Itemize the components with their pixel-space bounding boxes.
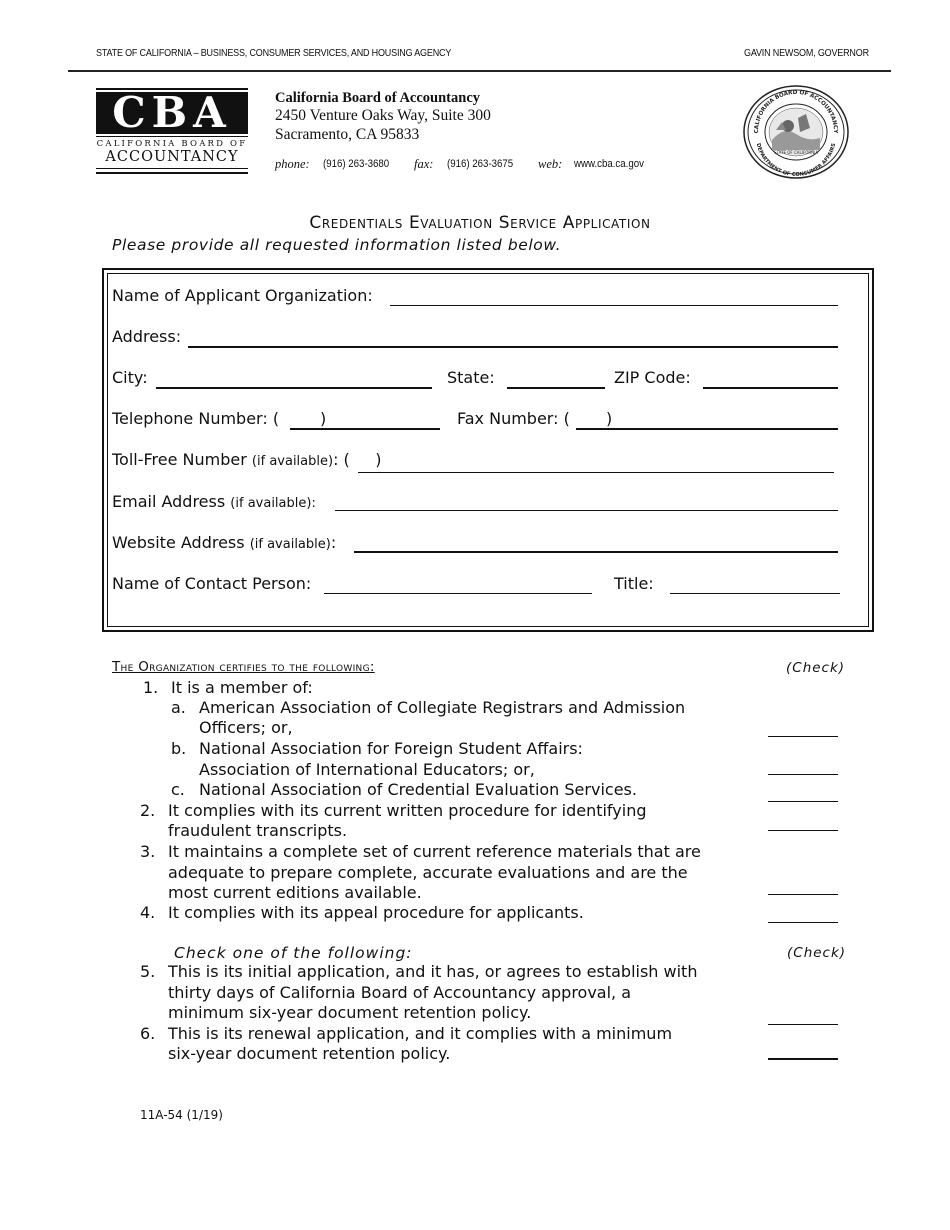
city-label: City: — [112, 368, 148, 387]
contact-person-field[interactable] — [324, 593, 592, 594]
board-name: California Board of Accountancy — [275, 90, 481, 106]
form-number: 11A-54 (1/19) — [140, 1108, 223, 1122]
choice-item-text: This is its initial application, and it has, or agrees to establish with — [168, 962, 698, 981]
agency-header: STATE OF CALIFORNIA – BUSINESS, CONSUMER SERVICES, AND HOUSING AGENCY — [96, 48, 452, 59]
certification-item-number: 2. — [140, 801, 156, 820]
state-label: State: — [447, 368, 495, 387]
check-blank-5[interactable] — [768, 1024, 838, 1025]
cba-logo-line2: ACCOUNTANCY — [105, 149, 239, 165]
form-title: Credentials Evaluation Service Application — [309, 213, 651, 233]
telephone-paren: ) — [320, 409, 327, 428]
certification-item-number: b. — [171, 739, 187, 758]
fax-label: fax: — [414, 157, 434, 171]
state-field[interactable] — [507, 387, 605, 389]
seal-inner-text: STATE OF CALIFORNIA — [773, 150, 819, 155]
choice-item-text: six-year document retention policy. — [168, 1044, 451, 1063]
check-column-label: (Check) — [786, 660, 846, 676]
address-label: Address: — [112, 327, 182, 346]
check-blank-6[interactable] — [768, 1058, 838, 1060]
certification-item-text: American Association of Collegiate Registrars and Admission — [199, 698, 686, 717]
web-label: web: — [538, 157, 563, 171]
web-link[interactable]: www.cba.ca.gov — [574, 158, 644, 170]
choose-check-column-label: (Check) — [787, 945, 847, 961]
certification-item-text: Association of International Educators; or, — [199, 760, 535, 779]
seal-outer-text: CALIFORNIA BOARD OF ACCOUNTANCY — [753, 89, 839, 134]
certification-item-text: It complies with its current written procedure for identifying — [168, 801, 647, 820]
phone-label: phone: — [275, 157, 310, 171]
seal-bottom-text: DEPARTMENT OF CONSUMER AFFAIRS — [754, 142, 838, 179]
fax-paren: ) — [606, 409, 613, 428]
certification-item-text: National Association of Credential Evaluation Services. — [199, 780, 637, 799]
department-seal-icon — [742, 84, 850, 180]
certification-item-text: It maintains a complete set of current reference materials that are — [168, 842, 701, 861]
header-rule — [68, 70, 891, 72]
choice-item-number: 5. — [140, 962, 156, 981]
contact-title-label: Title: — [614, 574, 654, 593]
cba-logo — [96, 88, 248, 176]
contact-title-field[interactable] — [670, 593, 840, 594]
phone-value: (916) 263-3680 — [323, 158, 390, 170]
certification-item-number: 3. — [140, 842, 156, 861]
certification-item-text: Officers; or, — [199, 718, 293, 737]
board-street: 2450 Venture Oaks Way, Suite 300 — [275, 107, 491, 124]
choice-item-text: thirty days of California Board of Accountancy approval, a — [168, 983, 632, 1002]
contact-person-label: Name of Contact Person: — [112, 574, 312, 593]
certification-item-text: adequate to prepare complete, accurate evaluations and are the — [168, 863, 688, 882]
fax-value: (916) 263-3675 — [447, 158, 514, 170]
org-name-field[interactable] — [390, 305, 838, 306]
choice-item-number: 6. — [140, 1024, 156, 1043]
website-field[interactable] — [354, 551, 838, 553]
choice-item-text: minimum six-year document retention policy. — [168, 1003, 532, 1022]
form-instructions: Please provide all requested information listed below. — [112, 236, 562, 254]
certification-item-text: fraudulent transcripts. — [168, 821, 348, 840]
toll-free-label: Toll-Free Number (if available): ( ) — [112, 450, 382, 469]
fax-number-label: Fax Number: ( — [457, 409, 570, 428]
city-field[interactable] — [156, 387, 432, 389]
certification-heading: The Organization certifies to the following: — [112, 659, 375, 675]
governor-header: GAVIN NEWSOM, GOVERNOR — [744, 48, 869, 59]
check-blank-1b[interactable] — [768, 774, 838, 775]
certification-item-text: most current editions available. — [168, 883, 422, 902]
address-field[interactable] — [188, 346, 838, 348]
certification-item-number: c. — [171, 780, 185, 799]
zip-field[interactable] — [703, 387, 838, 389]
certification-item-number: 1. — [143, 678, 159, 697]
choose-heading: Check one of the following: — [174, 944, 413, 962]
check-blank-2[interactable] — [768, 830, 838, 831]
certification-item-text: It complies with its appeal procedure for applicants. — [168, 903, 584, 922]
fax-number-field[interactable] — [576, 428, 838, 430]
check-blank-3[interactable] — [768, 894, 838, 895]
check-blank-4[interactable] — [768, 922, 838, 923]
org-name-label: Name of Applicant Organization: — [112, 286, 373, 305]
cba-logo-line1: CALIFORNIA BOARD OF — [96, 139, 248, 149]
zip-label: ZIP Code: — [614, 368, 691, 387]
certification-item-text: It is a member of: — [171, 678, 313, 697]
email-field[interactable] — [335, 510, 838, 511]
cba-logo-letters: CBA — [96, 92, 248, 134]
email-label: Email Address (if available): — [112, 492, 316, 511]
certification-item-number: 4. — [140, 903, 156, 922]
certification-item-number: a. — [171, 698, 186, 717]
choice-item-text: This is its renewal application, and it complies with a minimum — [168, 1024, 673, 1043]
certification-item-text: National Association for Foreign Student Affairs: — [199, 739, 583, 758]
telephone-label: Telephone Number: ( — [112, 409, 280, 428]
check-blank-1c[interactable] — [768, 801, 838, 802]
telephone-field[interactable] — [290, 428, 440, 430]
board-city: Sacramento, CA 95833 — [275, 126, 420, 143]
website-label: Website Address (if available): — [112, 533, 337, 552]
toll-free-field[interactable] — [358, 472, 834, 473]
check-blank-1a[interactable] — [768, 736, 838, 737]
